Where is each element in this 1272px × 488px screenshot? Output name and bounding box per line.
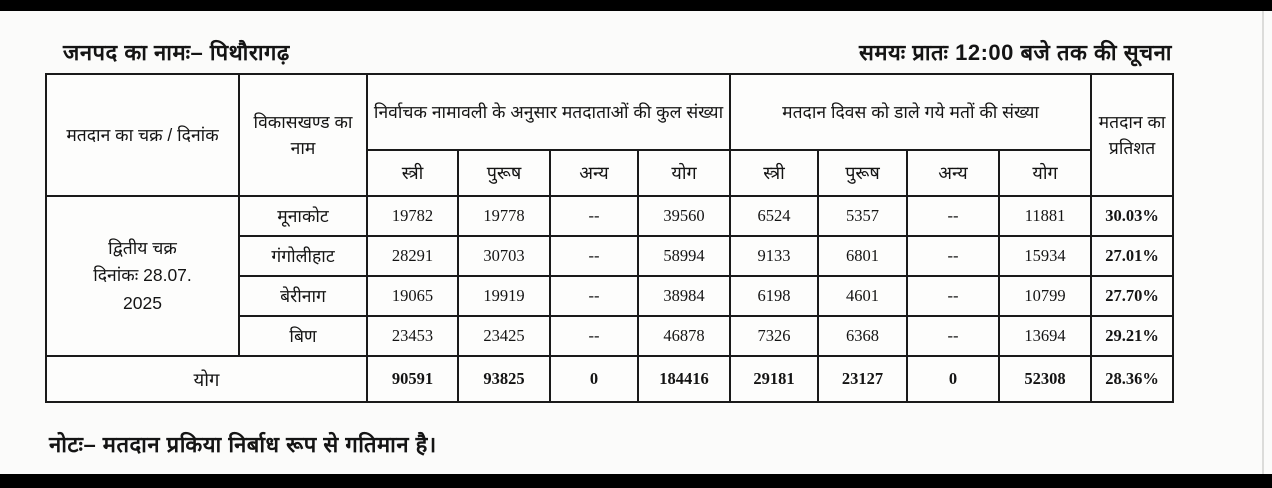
- electors-female-cell: 28291: [367, 236, 458, 276]
- report-time-title: समयः प्रातः 12:00 बजे तक की सूचना: [858, 40, 1172, 65]
- page-edge-line: [1262, 11, 1264, 474]
- header-votes-male: पुरूष: [818, 150, 907, 196]
- total-electors-other-cell: 0: [550, 356, 638, 402]
- group-header-row: [46, 74, 1173, 150]
- votes-female-cell: 6524: [730, 196, 818, 236]
- electors-total-cell: 38984: [638, 276, 730, 316]
- turnout-percent-cell: 27.70%: [1091, 276, 1173, 316]
- votes-other-cell: --: [907, 196, 999, 236]
- cycle-line-1: द्वितीय चक्र: [108, 238, 177, 259]
- header-votes-group: मतदान दिवस को डाले गये मतों की संख्या: [730, 74, 1091, 150]
- header-electors-other: अन्य: [550, 150, 638, 196]
- header-votes-total: योग: [999, 150, 1091, 196]
- total-votes-total-cell: 52308: [999, 356, 1091, 402]
- electors-total-cell: 58994: [638, 236, 730, 276]
- polling-report-table: [45, 73, 1174, 403]
- total-votes-other-cell: 0: [907, 356, 999, 402]
- header-electors-group: निर्वाचक नामावली के अनुसार मतदाताओं की कुल संख्या: [367, 74, 730, 150]
- header-votes-female: स्त्री: [730, 150, 818, 196]
- header-electors-total: योग: [638, 150, 730, 196]
- votes-total-cell: 15934: [999, 236, 1091, 276]
- votes-other-cell: --: [907, 276, 999, 316]
- electors-female-cell: 19065: [367, 276, 458, 316]
- total-electors-male-cell: 93825: [458, 356, 550, 402]
- votes-female-cell: 7326: [730, 316, 818, 356]
- total-row: [46, 356, 1173, 402]
- turnout-percent-cell: 30.03%: [1091, 196, 1173, 236]
- turnout-percent-cell: 27.01%: [1091, 236, 1173, 276]
- electors-female-cell: 23453: [367, 316, 458, 356]
- header-cycle-date: मतदान का चक्र / दिनांक: [46, 74, 239, 196]
- electors-other-cell: --: [550, 316, 638, 356]
- total-votes-female-cell: 29181: [730, 356, 818, 402]
- block-name-cell: बिण: [239, 316, 367, 356]
- total-turnout-percent-cell: 28.36%: [1091, 356, 1173, 402]
- total-electors-total-cell: 184416: [638, 356, 730, 402]
- table-row: [46, 196, 1173, 236]
- votes-male-cell: 5357: [818, 196, 907, 236]
- top-letterbox-bar: [0, 0, 1272, 11]
- cycle-line-3: 2025: [123, 292, 162, 313]
- votes-male-cell: 6801: [818, 236, 907, 276]
- block-name-cell: बेरीनाग: [239, 276, 367, 316]
- header-block-name: विकासखण्ड का नाम: [239, 74, 367, 196]
- votes-female-cell: 9133: [730, 236, 818, 276]
- document-page: [45, 11, 1172, 459]
- votes-total-cell: 10799: [999, 276, 1091, 316]
- cycle-date-cell: [46, 196, 239, 356]
- header-electors-female: स्त्री: [367, 150, 458, 196]
- header-electors-male: पुरूष: [458, 150, 550, 196]
- header-votes-other: अन्य: [907, 150, 999, 196]
- electors-other-cell: --: [550, 196, 638, 236]
- turnout-percent-cell: 29.21%: [1091, 316, 1173, 356]
- votes-male-cell: 4601: [818, 276, 907, 316]
- votes-female-cell: 6198: [730, 276, 818, 316]
- total-electors-female-cell: 90591: [367, 356, 458, 402]
- block-name-cell: गंगोलीहाट: [239, 236, 367, 276]
- page-header: [45, 37, 1172, 67]
- electors-total-cell: 39560: [638, 196, 730, 236]
- note-text: नोटः– मतदान प्रकिया निर्बाध रूप से गतिमान है।: [49, 432, 437, 457]
- bottom-letterbox-bar: [0, 474, 1272, 488]
- votes-other-cell: --: [907, 236, 999, 276]
- cycle-line-2: दिनांकः 28.07.: [93, 265, 192, 286]
- electors-male-cell: 19778: [458, 196, 550, 236]
- electors-male-cell: 30703: [458, 236, 550, 276]
- electors-total-cell: 46878: [638, 316, 730, 356]
- total-label-cell: योग: [46, 356, 367, 402]
- electors-male-cell: 19919: [458, 276, 550, 316]
- electors-female-cell: 19782: [367, 196, 458, 236]
- electors-other-cell: --: [550, 276, 638, 316]
- electors-male-cell: 23425: [458, 316, 550, 356]
- block-name-cell: मूनाकोट: [239, 196, 367, 236]
- electors-other-cell: --: [550, 236, 638, 276]
- votes-other-cell: --: [907, 316, 999, 356]
- votes-total-cell: 11881: [999, 196, 1091, 236]
- district-name-title: जनपद का नामः– पिथौरागढ़: [63, 40, 290, 65]
- total-votes-male-cell: 23127: [818, 356, 907, 402]
- votes-total-cell: 13694: [999, 316, 1091, 356]
- votes-male-cell: 6368: [818, 316, 907, 356]
- header-turnout-percent: मतदान का प्रतिशत: [1091, 74, 1173, 196]
